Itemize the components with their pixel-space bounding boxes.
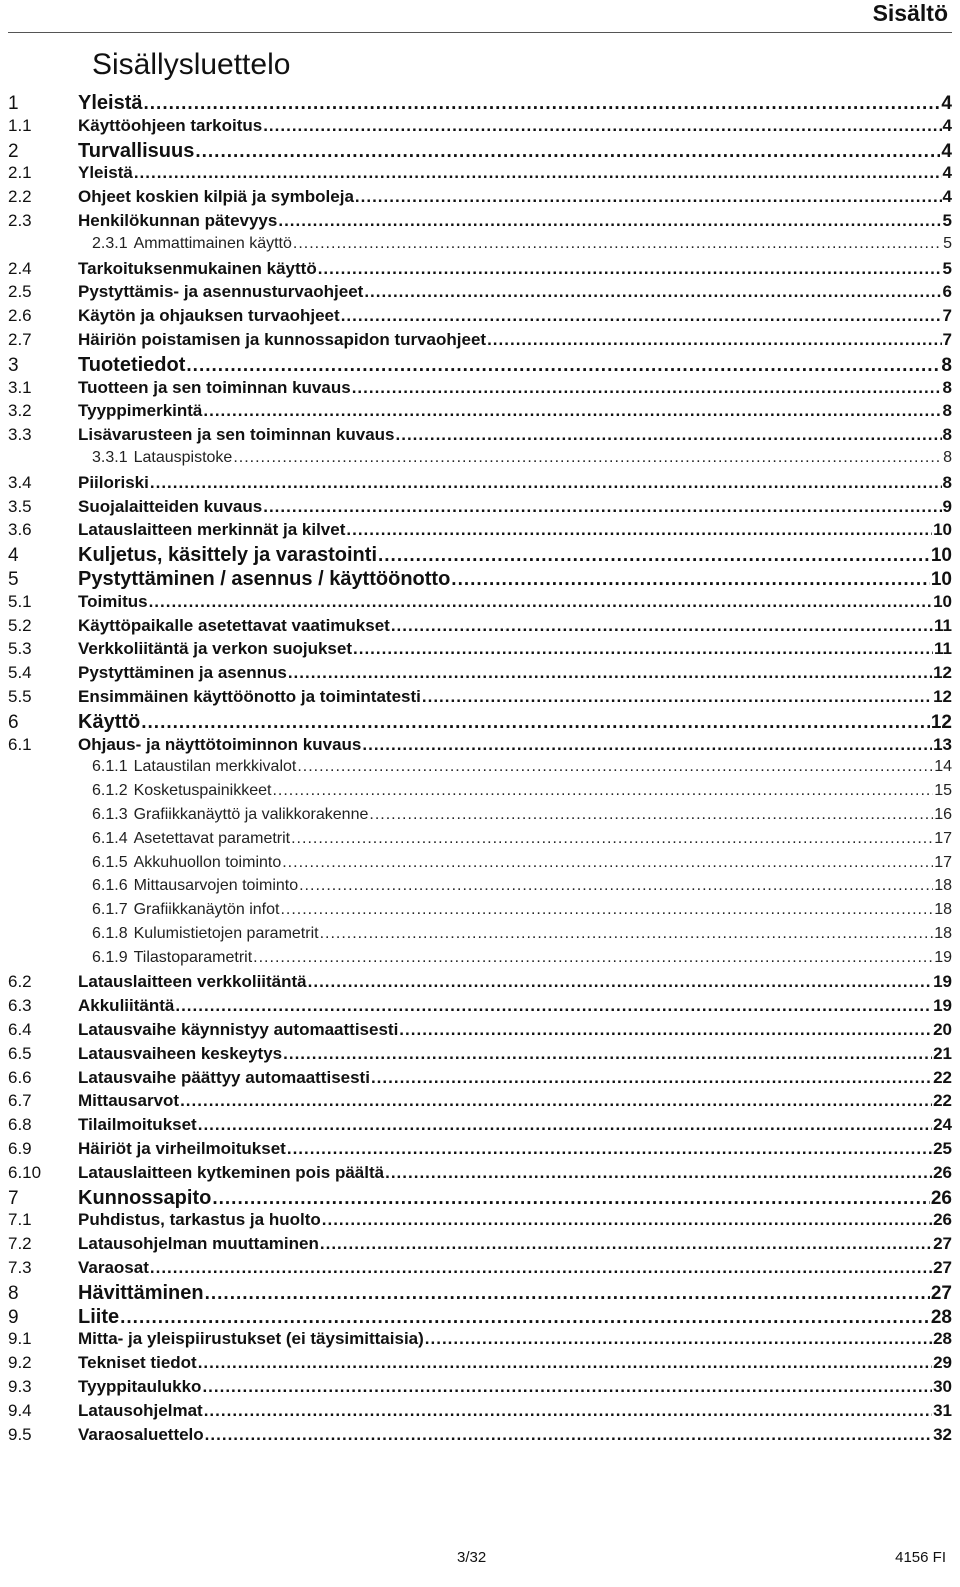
toc-entry[interactable] bbox=[8, 354, 952, 378]
toc-entry-title: Mittausarvojen toiminto bbox=[133, 877, 299, 895]
toc-entry-title: Yleistä bbox=[78, 163, 133, 183]
dot-leader bbox=[253, 949, 933, 967]
dot-leader bbox=[451, 569, 930, 591]
dot-leader bbox=[378, 545, 930, 567]
dot-leader bbox=[369, 806, 933, 824]
toc-entry-page: 7 bbox=[942, 329, 952, 349]
dot-leader bbox=[150, 473, 942, 493]
toc-entry-number: 2.7 bbox=[8, 329, 32, 349]
toc-entry-page: 18 bbox=[934, 877, 952, 895]
toc-entry-page: 28 bbox=[930, 1306, 952, 1328]
dot-leader bbox=[263, 116, 941, 136]
toc-entry-title: Latausvaihe käynnistyy automaattisesti bbox=[78, 1020, 399, 1040]
toc-entry[interactable] bbox=[8, 1282, 952, 1306]
toc-entry-number: 6.1.6 bbox=[92, 877, 128, 895]
toc-entry-number: 6.1 bbox=[8, 734, 32, 754]
toc-entry-number: 1 bbox=[8, 93, 19, 114]
toc-entry-page: 18 bbox=[934, 924, 952, 942]
toc-entry[interactable] bbox=[8, 1401, 952, 1425]
dot-leader bbox=[204, 1401, 932, 1421]
toc-entry-title: Latausvaihe päättyy automaattisesti bbox=[78, 1067, 370, 1087]
toc-entry-page: 11 bbox=[934, 639, 952, 659]
dot-leader bbox=[282, 854, 933, 872]
toc-entry-page: 10 bbox=[930, 545, 952, 567]
toc-entry-title: Latauspistoke bbox=[133, 448, 233, 466]
toc-entry[interactable] bbox=[8, 1210, 952, 1234]
toc-entry-page: 17 bbox=[934, 853, 952, 871]
toc-entry-number: 6.1.5 bbox=[92, 853, 128, 871]
toc-entry-page: 7 bbox=[942, 306, 952, 326]
dot-leader bbox=[195, 141, 940, 163]
toc-entry-page: 25 bbox=[933, 1139, 952, 1159]
toc-entry-title: Käyttö bbox=[78, 710, 141, 733]
toc-entry-page: 14 bbox=[934, 758, 952, 776]
toc-entry-page: 32 bbox=[933, 1424, 952, 1444]
toc-entry-number: 6.10 bbox=[8, 1162, 42, 1182]
toc-entry-title: Pystyttäminen ja asennus bbox=[78, 663, 287, 683]
dot-leader bbox=[202, 1377, 932, 1397]
dot-leader bbox=[422, 687, 932, 707]
toc-entry-title: Grafiikkanäyttö ja valikkorakenne bbox=[133, 805, 369, 823]
dot-leader bbox=[272, 782, 933, 800]
toc-entry[interactable] bbox=[8, 140, 952, 164]
toc-entry-number: 5.2 bbox=[8, 615, 32, 635]
toc-entry[interactable] bbox=[8, 473, 952, 497]
toc-entry[interactable] bbox=[8, 425, 952, 449]
toc-entry-page: 13 bbox=[933, 734, 952, 754]
toc-entry-number: 6.1.4 bbox=[92, 829, 128, 847]
toc-entry-page: 20 bbox=[933, 1020, 952, 1040]
toc-entry-title: Latauslaitteen merkinnät ja kilvet bbox=[78, 520, 346, 540]
dot-leader bbox=[322, 1210, 932, 1230]
toc-entry-page: 27 bbox=[930, 1282, 952, 1304]
toc-entry-title: Ohjeet koskien kilpiä ja symboleja bbox=[78, 187, 354, 207]
toc-entry-page: 5 bbox=[942, 258, 952, 278]
toc-entry-number: 6.1.7 bbox=[92, 901, 128, 919]
toc-entry-page: 22 bbox=[933, 1091, 952, 1111]
toc-entry-title: Tuotetiedot bbox=[78, 353, 186, 376]
toc-entry-title: Käytön ja ohjauksen turvaohjeet bbox=[78, 306, 340, 326]
dot-leader bbox=[371, 1068, 932, 1088]
toc-entry-number: 3.2 bbox=[8, 401, 32, 421]
toc-entry[interactable] bbox=[8, 806, 952, 830]
dot-leader bbox=[263, 497, 941, 517]
dot-leader bbox=[385, 1163, 932, 1183]
toc-entry-title: Ensimmäinen käyttöönotto ja toimintatesti bbox=[78, 686, 421, 706]
toc-entry[interactable] bbox=[8, 116, 952, 140]
dot-leader bbox=[175, 996, 932, 1016]
toc-entry-title: Latauslaitteen verkkoliitäntä bbox=[78, 972, 307, 992]
toc-entry[interactable] bbox=[8, 187, 952, 211]
toc-entry[interactable] bbox=[8, 235, 952, 259]
dot-leader bbox=[318, 259, 942, 279]
dot-leader bbox=[143, 93, 940, 115]
toc-entry-page: 4 bbox=[942, 163, 952, 183]
toc-entry-title: Varaosaluettelo bbox=[78, 1424, 204, 1444]
toc-entry-number: 7.1 bbox=[8, 1210, 32, 1230]
toc-entry-number: 6 bbox=[8, 711, 19, 733]
toc-entry-page: 12 bbox=[933, 686, 952, 706]
toc-entry-number: 9 bbox=[8, 1306, 19, 1328]
toc-entry-number: 2.2 bbox=[8, 187, 32, 207]
toc-entry[interactable] bbox=[8, 1020, 952, 1044]
toc-entry[interactable] bbox=[8, 259, 952, 283]
dot-leader bbox=[180, 1091, 932, 1111]
dot-leader bbox=[353, 639, 933, 659]
dot-leader bbox=[134, 163, 942, 183]
toc-entry-title: Latausvaiheen keskeytys bbox=[78, 1043, 283, 1063]
toc-entry[interactable] bbox=[8, 306, 952, 330]
toc-entry[interactable] bbox=[8, 1115, 952, 1139]
toc-entry-title: Liite bbox=[78, 1305, 120, 1328]
toc-entry[interactable] bbox=[8, 996, 952, 1020]
dot-leader bbox=[205, 1425, 932, 1445]
toc-entry[interactable] bbox=[8, 401, 952, 425]
toc-entry-title: Tuotteen ja sen toiminnan kuvaus bbox=[78, 377, 351, 397]
toc-entry[interactable] bbox=[8, 282, 952, 306]
page-footer bbox=[0, 1549, 960, 1573]
toc-entry[interactable] bbox=[8, 972, 952, 996]
toc-entry-page: 22 bbox=[933, 1067, 952, 1087]
toc-entry[interactable] bbox=[8, 925, 952, 949]
toc-entry[interactable] bbox=[8, 211, 952, 235]
toc-entry-number: 7 bbox=[8, 1187, 19, 1209]
dot-leader bbox=[203, 401, 941, 421]
toc-entry[interactable] bbox=[8, 520, 952, 544]
toc-entry-number: 6.1.2 bbox=[92, 782, 128, 800]
toc-entry-title: Ammattimainen käyttö bbox=[133, 234, 292, 252]
toc-entry-number: 6.1.8 bbox=[92, 924, 128, 942]
dot-leader bbox=[283, 1044, 932, 1064]
toc-entry[interactable] bbox=[8, 639, 952, 663]
toc-entry-number: 2.3 bbox=[8, 210, 32, 230]
dot-leader bbox=[120, 1307, 930, 1329]
toc-entry[interactable] bbox=[8, 830, 952, 854]
dot-leader bbox=[364, 282, 941, 302]
dot-leader bbox=[346, 520, 932, 540]
toc-entry-title: Piiloriski bbox=[78, 472, 149, 492]
toc-entry-title: Turvallisuus bbox=[78, 139, 195, 162]
toc-entry-page: 11 bbox=[934, 615, 952, 635]
toc-entry-number: 9.5 bbox=[8, 1424, 32, 1444]
dot-leader bbox=[291, 830, 933, 848]
toc-entry-title: Asetettavat parametrit bbox=[133, 829, 291, 847]
toc-entry-number: 2.6 bbox=[8, 306, 32, 326]
toc-entry-page: 15 bbox=[934, 782, 952, 800]
toc-entry[interactable] bbox=[8, 949, 952, 973]
toc-entry-title: Häiriöt ja virheilmoitukset bbox=[78, 1139, 286, 1159]
dot-leader bbox=[308, 972, 932, 992]
toc-entry[interactable] bbox=[8, 1234, 952, 1258]
dot-leader bbox=[293, 235, 942, 253]
toc-entry-page: 8 bbox=[942, 472, 952, 492]
toc-entry-title: Tyyppimerkintä bbox=[78, 401, 203, 421]
header-divider bbox=[8, 32, 952, 33]
dot-leader bbox=[233, 449, 942, 467]
toc-entry-number: 5.4 bbox=[8, 663, 32, 683]
toc-entry-page: 24 bbox=[933, 1115, 952, 1135]
toc-entry-page: 10 bbox=[930, 568, 952, 590]
dot-leader bbox=[150, 1258, 932, 1278]
toc-entry-title: Tekniset tiedot bbox=[78, 1353, 197, 1373]
toc-entry-number: 3 bbox=[8, 354, 19, 376]
dot-leader bbox=[299, 877, 933, 895]
toc-entry-number: 7.2 bbox=[8, 1234, 32, 1254]
toc-entry-page: 9 bbox=[942, 496, 952, 516]
toc-entry[interactable] bbox=[8, 901, 952, 925]
toc-entry-page: 27 bbox=[933, 1234, 952, 1254]
toc-entry-number: 6.2 bbox=[8, 972, 32, 992]
toc-entry[interactable] bbox=[8, 877, 952, 901]
toc-entry-title: Kosketuspainikkeet bbox=[133, 782, 272, 800]
toc-entry-title: Hävittäminen bbox=[78, 1281, 204, 1304]
dot-leader bbox=[320, 925, 934, 943]
toc-entry-title: Käyttöohjeen tarkoitus bbox=[78, 115, 263, 135]
toc-entry[interactable] bbox=[8, 616, 952, 640]
toc-entry-title: Mitta- ja yleispiirustukset (ei täysimittaisia) bbox=[78, 1329, 424, 1349]
toc-entry-title: Varaosat bbox=[78, 1258, 149, 1278]
toc-entry-number: 5.3 bbox=[8, 639, 32, 659]
toc-entry-title: Tilailmoitukset bbox=[78, 1115, 197, 1135]
toc-entry-page: 29 bbox=[933, 1353, 952, 1373]
toc-entry-title: Tilastoparametrit bbox=[133, 948, 253, 966]
toc-entry-number: 3.4 bbox=[8, 472, 32, 492]
table-of-contents bbox=[8, 92, 952, 1448]
toc-entry-number: 7.3 bbox=[8, 1258, 32, 1278]
toc-entry-page: 12 bbox=[930, 711, 952, 733]
page-number: 3/32 bbox=[457, 1549, 487, 1566]
toc-entry-title: Verkkoliitäntä ja verkon suojukset bbox=[78, 639, 353, 659]
toc-entry-page: 27 bbox=[933, 1258, 952, 1278]
dot-leader bbox=[149, 592, 933, 612]
toc-entry-title: Akkuhuollon toiminto bbox=[133, 853, 282, 871]
toc-entry[interactable] bbox=[8, 449, 952, 473]
dot-leader bbox=[487, 330, 941, 350]
toc-entry-page: 17 bbox=[934, 829, 952, 847]
toc-entry-number: 1.1 bbox=[8, 115, 32, 135]
toc-entry-page: 8 bbox=[943, 448, 952, 466]
toc-entry-title: Lisävarusteen ja sen toiminnan kuvaus bbox=[78, 425, 395, 445]
toc-entry-page: 19 bbox=[934, 948, 952, 966]
toc-entry-page: 19 bbox=[933, 972, 952, 992]
toc-entry-title: Mittausarvot bbox=[78, 1091, 180, 1111]
toc-entry[interactable] bbox=[8, 544, 952, 568]
toc-entry-title: Ohjaus- ja näyttötoiminnon kuvaus bbox=[78, 734, 362, 754]
toc-entry-number: 3.3.1 bbox=[92, 448, 128, 466]
toc-entry-number: 6.1.1 bbox=[92, 758, 128, 776]
toc-entry-title: Latauslaitteen kytkeminen pois päältä bbox=[78, 1162, 385, 1182]
toc-entry-number: 3.5 bbox=[8, 496, 32, 516]
toc-entry-number: 2 bbox=[8, 140, 19, 162]
toc-entry[interactable] bbox=[8, 1258, 952, 1282]
dot-leader bbox=[362, 735, 932, 755]
toc-entry-number: 9.4 bbox=[8, 1400, 32, 1420]
toc-entry[interactable] bbox=[8, 1044, 952, 1068]
dot-leader bbox=[198, 1115, 932, 1135]
toc-entry-number: 5.1 bbox=[8, 591, 32, 611]
toc-entry-title: Latausohjelmat bbox=[78, 1400, 203, 1420]
toc-entry-number: 5 bbox=[8, 568, 19, 590]
toc-entry-number: 3.3 bbox=[8, 425, 32, 445]
toc-entry-title: Käyttöpaikalle asetettavat vaatimukset bbox=[78, 615, 390, 635]
toc-entry-page: 5 bbox=[943, 234, 952, 252]
toc-entry-page: 4 bbox=[941, 93, 952, 114]
toc-entry[interactable] bbox=[8, 1306, 952, 1330]
toc-entry-number: 6.5 bbox=[8, 1043, 32, 1063]
dot-leader bbox=[391, 616, 933, 636]
dot-leader bbox=[425, 1329, 932, 1349]
toc-entry[interactable] bbox=[8, 568, 952, 592]
toc-entry-page: 31 bbox=[933, 1400, 952, 1420]
toc-entry-number: 6.7 bbox=[8, 1091, 32, 1111]
dot-leader bbox=[341, 306, 942, 326]
toc-entry[interactable] bbox=[8, 1329, 952, 1353]
toc-entry-title: Lataustilan merkkivalot bbox=[133, 758, 297, 776]
toc-entry-number: 3.6 bbox=[8, 520, 32, 540]
toc-entry-number: 8 bbox=[8, 1282, 19, 1304]
toc-entry-page: 4 bbox=[941, 140, 952, 162]
toc-entry[interactable] bbox=[8, 1163, 952, 1187]
toc-entry-title: Pystyttämis- ja asennusturvaohjeet bbox=[78, 282, 364, 302]
dot-leader bbox=[198, 1353, 932, 1373]
toc-entry-page: 26 bbox=[933, 1162, 952, 1182]
toc-entry-title: Puhdistus, tarkastus ja huolto bbox=[78, 1210, 321, 1230]
toc-entry-number: 6.9 bbox=[8, 1139, 32, 1159]
toc-entry[interactable] bbox=[8, 378, 952, 402]
toc-entry[interactable] bbox=[8, 758, 952, 782]
toc-entry[interactable] bbox=[8, 1091, 952, 1115]
toc-entry[interactable] bbox=[8, 687, 952, 711]
toc-entry-page: 8 bbox=[942, 401, 952, 421]
toc-entry-title: Latausohjelman muuttaminen bbox=[78, 1234, 319, 1254]
toc-entry[interactable] bbox=[8, 92, 952, 116]
dot-leader bbox=[399, 1020, 932, 1040]
document-code: 4156 FI bbox=[895, 1549, 946, 1566]
toc-entry-title: Suojalaitteiden kuvaus bbox=[78, 496, 263, 516]
toc-entry-page: 26 bbox=[933, 1210, 952, 1230]
toc-entry-page: 30 bbox=[933, 1377, 952, 1397]
toc-entry-page: 19 bbox=[933, 996, 952, 1016]
toc-entry-page: 10 bbox=[933, 520, 952, 540]
toc-entry-number: 3.1 bbox=[8, 377, 32, 397]
toc-entry-page: 10 bbox=[933, 591, 952, 611]
toc-entry-page: 6 bbox=[942, 282, 952, 302]
toc-entry[interactable] bbox=[8, 1068, 952, 1092]
toc-entry[interactable] bbox=[8, 735, 952, 759]
toc-entry-number: 9.2 bbox=[8, 1353, 32, 1373]
toc-entry[interactable] bbox=[8, 330, 952, 354]
toc-heading: Sisällysluettelo bbox=[92, 48, 291, 81]
dot-leader bbox=[355, 187, 942, 207]
toc-entry[interactable] bbox=[8, 711, 952, 735]
toc-entry-number: 2.1 bbox=[8, 163, 32, 183]
toc-entry-title: Grafiikkanäytön infot bbox=[133, 901, 280, 919]
dot-leader bbox=[287, 1139, 932, 1159]
toc-entry-page: 12 bbox=[933, 663, 952, 683]
dot-leader bbox=[205, 1283, 930, 1305]
toc-entry[interactable] bbox=[8, 497, 952, 521]
toc-entry-number: 2.3.1 bbox=[92, 234, 128, 252]
toc-entry-number: 6.8 bbox=[8, 1115, 32, 1135]
toc-entry[interactable] bbox=[8, 1139, 952, 1163]
toc-entry-number: 6.1.3 bbox=[92, 805, 128, 823]
toc-entry-title: Pystyttäminen / asennus / käyttöönotto bbox=[78, 567, 451, 590]
toc-entry-page: 5 bbox=[942, 210, 952, 230]
dot-leader bbox=[297, 758, 933, 776]
toc-entry-number: 9.1 bbox=[8, 1329, 32, 1349]
toc-entry-title: Kunnossapito bbox=[78, 1186, 212, 1209]
toc-entry-page: 18 bbox=[934, 901, 952, 919]
toc-entry-title: Toimitus bbox=[78, 591, 148, 611]
toc-entry[interactable] bbox=[8, 592, 952, 616]
toc-entry[interactable] bbox=[8, 1377, 952, 1401]
dot-leader bbox=[141, 712, 930, 734]
toc-entry-page: 26 bbox=[930, 1187, 952, 1209]
toc-entry-page: 8 bbox=[942, 377, 952, 397]
toc-entry-page: 8 bbox=[941, 354, 952, 376]
dot-leader bbox=[288, 663, 932, 683]
toc-entry-title: Akkuliitäntä bbox=[78, 996, 175, 1016]
toc-entry[interactable] bbox=[8, 1353, 952, 1377]
toc-entry-page: 4 bbox=[942, 115, 952, 135]
toc-entry[interactable] bbox=[8, 163, 952, 187]
toc-entry-page: 16 bbox=[934, 805, 952, 823]
toc-entry-number: 9.3 bbox=[8, 1377, 32, 1397]
toc-entry-page: 21 bbox=[933, 1043, 952, 1063]
dot-leader bbox=[280, 901, 933, 919]
toc-entry-number: 6.4 bbox=[8, 1020, 32, 1040]
toc-entry-title: Tarkoituksenmukainen käyttö bbox=[78, 258, 317, 278]
toc-entry-number: 2.4 bbox=[8, 258, 32, 278]
toc-entry-title: Tyyppitaulukko bbox=[78, 1377, 202, 1397]
dot-leader bbox=[212, 1188, 930, 1210]
dot-leader bbox=[278, 211, 941, 231]
toc-entry[interactable] bbox=[8, 1187, 952, 1211]
toc-entry-number: 4 bbox=[8, 545, 19, 567]
toc-entry-number: 6.1.9 bbox=[92, 948, 128, 966]
toc-entry-title: Yleistä bbox=[78, 92, 143, 114]
dot-leader bbox=[396, 425, 942, 445]
toc-entry-number: 2.5 bbox=[8, 282, 32, 302]
toc-entry-page: 28 bbox=[933, 1329, 952, 1349]
dot-leader bbox=[352, 378, 942, 398]
toc-entry-title: Kulumistietojen parametrit bbox=[133, 924, 319, 942]
toc-entry[interactable] bbox=[8, 782, 952, 806]
toc-entry-title: Henkilökunnan pätevyys bbox=[78, 210, 278, 230]
dot-leader bbox=[186, 355, 940, 377]
toc-entry-page: 4 bbox=[942, 187, 952, 207]
toc-entry[interactable] bbox=[8, 854, 952, 878]
toc-entry-page: 8 bbox=[942, 425, 952, 445]
toc-entry-number: 6.6 bbox=[8, 1067, 32, 1087]
toc-entry-title: Häiriön poistamisen ja kunnossapidon turvaohjeet bbox=[78, 329, 487, 349]
toc-entry-number: 5.5 bbox=[8, 686, 32, 706]
toc-entry[interactable] bbox=[8, 1425, 952, 1449]
toc-entry[interactable] bbox=[8, 663, 952, 687]
dot-leader bbox=[320, 1234, 932, 1254]
toc-entry-number: 6.3 bbox=[8, 996, 32, 1016]
toc-entry-title: Kuljetus, käsittely ja varastointi bbox=[78, 544, 377, 567]
section-header-title: Sisältö bbox=[872, 0, 948, 26]
